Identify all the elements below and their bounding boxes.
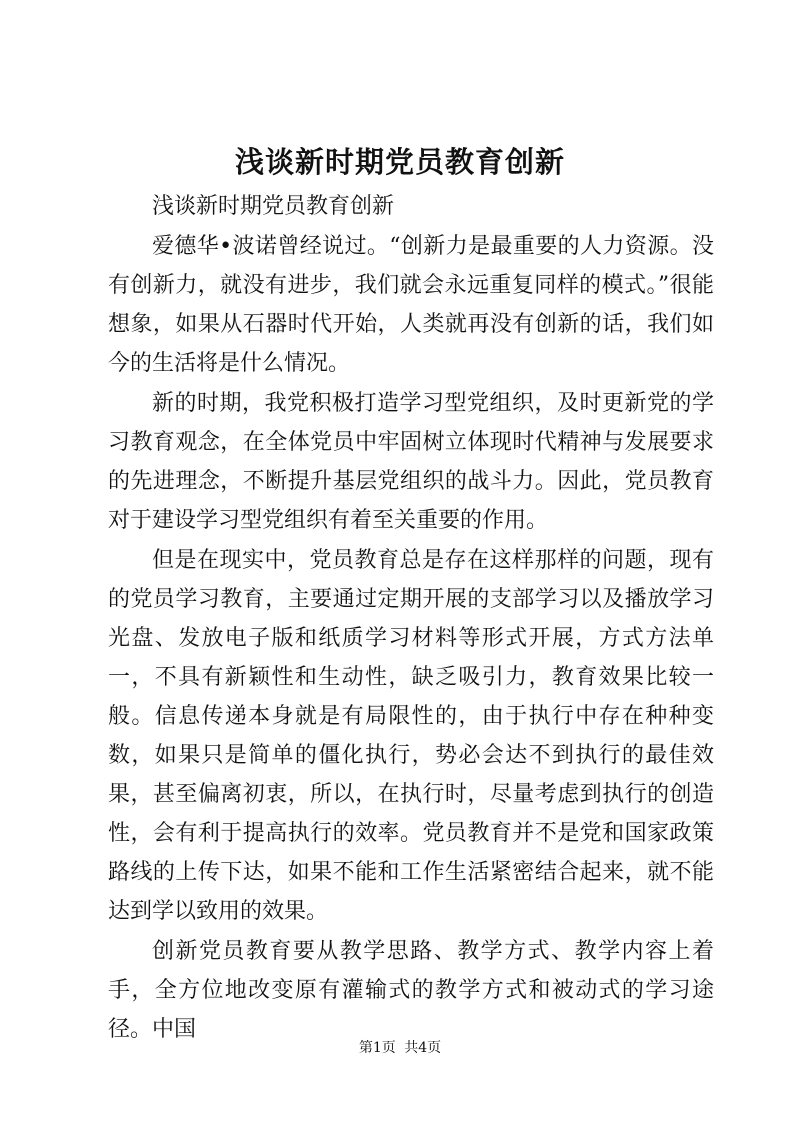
page-total: 共4页 [404, 1040, 442, 1056]
body-paragraph: 创新党员教育要从教学思路、教学方式、教学内容上着手，全方位地改变原有灌输式的教学方式和被动式的学习途径。中国 [108, 939, 714, 1042]
subtitle-paragraph: 浅谈新时期党员教育创新 [152, 194, 395, 219]
document-body [108, 187, 714, 1050]
page-footer [0, 1038, 800, 1058]
document-title: 浅谈新时期党员教育创新 [234, 145, 565, 179]
page-number: 第1页 [358, 1040, 396, 1056]
body-paragraph: 但是在现实中，党员教育总是存在这样那样的问题，现有的党员学习教育，主要通过定期开展的支部学习以及播放学习光盘、发放电子版和纸质学习材料等形式开展，方式方法单一，不具有新颖性和生动性，缺乏吸引力，教育效果比较一般。信息传递本身就是有局限性的，由于执行中存在种种变数，如果只是简单的僵化执行，势必会达不到执行的最佳效果，甚至偏离初衷，所以，在执行时，尽量考虑到执行的创造性，会有利于提高执行的效率。党员教育并不是党和国家政策路线的上传下达，如果不能和工作生活紧密结合起来，就不能达到学以致用的效果。 [108, 548, 714, 924]
body-paragraph: 爱德华•波诺曾经说过。“创新力是最重要的人力资源。没有创新力，就没有进步，我们就会永远重复同样的模式。”很能想象，如果从石器时代开始，人类就再没有创新的话，我们如今的生活将是什么情况。 [108, 234, 714, 376]
body-paragraph: 新的时期，我党积极打造学习型党组织，及时更新党的学习教育观念，在全体党员中牢固树立体现时代精神与发展要求的先进理念，不断提升基层党组织的战斗力。因此，党员教育对于建设学习型党组织有着至关重要的作用。 [108, 391, 714, 533]
